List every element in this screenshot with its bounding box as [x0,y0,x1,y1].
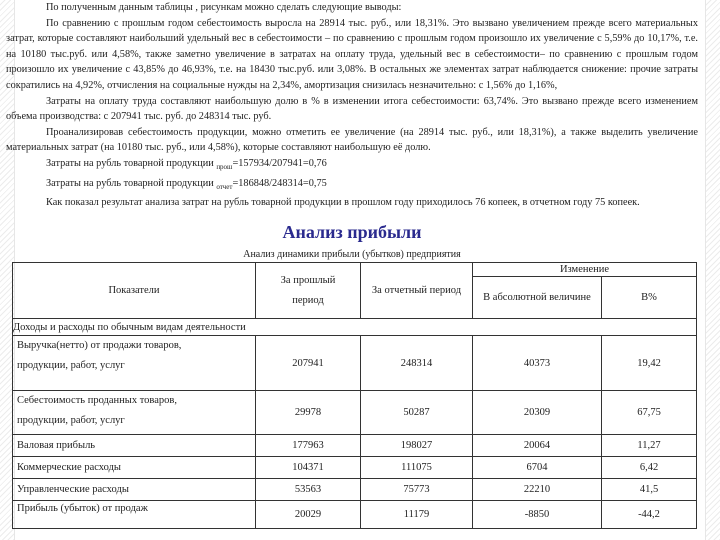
formula-current-value: =186848/248314=0,75 [232,177,327,189]
formula-prev-sub: прош [216,162,233,171]
paragraph-intro: По полученным данным таблицы , рисункам можно сделать следующие выводы: [46,2,402,13]
cell-current: 248314 [361,336,473,391]
cell-pct: 67,75 [602,391,697,435]
cell-abs: 20309 [473,391,602,435]
table-row [13,336,697,391]
formula-current-text: Затраты на рубль товарной продукции [46,177,217,189]
header-prev-period [256,263,361,319]
table-header-row-1 [13,263,697,277]
cell-pct: 41,5 [602,479,697,501]
cell-current: 50287 [361,391,473,435]
paragraph-cost-growth: По сравнению с прошлым годом себестоимость выросла на 28914 тыс. руб., или 18,31%. Это вызвано увеличением прежде всего материальных затрат, которые составляют наибольший удельный вес в себестоимости – по сравнению с прошлым годом произошло их увеличение с 5,59% до 10,17%, т.е. на 10180 тыс.руб. или 4,58%, также заметно увеличение в затратах на оплату труда, удельный вес в себестоимости– по сравнению с прошлым годом произошло их увеличение с 43,85% до 46,93%, т.е. на 18430 тыс.руб. или 3,08%. В остальных же элементах затрат наблюдается снижение: прочие затраты сократились на 4,92%, отчисления на социальные нужды на 2,34%, амортизация снизилась незначительно: с 1,56% до 1,16%, [6,17,698,91]
formula-prev-text: Затраты на рубль товарной продукции [46,157,217,169]
profit-table [12,262,697,529]
row-label: Валовая прибыль [13,435,256,457]
row-label [13,391,256,435]
cell-current: 198027 [361,435,473,457]
cell-abs: 22210 [473,479,602,501]
cell-prev: 104371 [256,457,361,479]
formula-prev [6,156,698,176]
cell-prev: 29978 [256,391,361,435]
header-absolute: В абсолютной величине [473,277,602,319]
cell-abs: 40373 [473,336,602,391]
table-row [13,501,697,529]
cell-current: 11179 [361,501,473,529]
header-current-period: За отчетный период [361,263,473,319]
header-change: Изменение [473,263,697,277]
table-row [13,391,697,435]
table-caption: Анализ динамики прибыли (убытков) предприятия [243,249,461,260]
paragraph-labor-share: Затраты на оплату труда составляют наибольшую долю в % в изменении итога себестоимости: 63,74%. Это вызвано прежде всего изменением объема производства: с 207941 тыс. руб. до 248314 тыс. руб. [6,95,698,123]
header-prev-line1: За прошлый [280,274,336,286]
document-page [6,0,698,520]
header-indicators: Показатели [13,263,256,319]
row-label-line1: Выручка(нетто) от продажи товаров, [17,340,182,351]
cell-pct: 6,42 [602,457,697,479]
cell-current: 75773 [361,479,473,501]
row-label: Управленческие расходы [13,479,256,501]
cell-pct: 19,42 [602,336,697,391]
formula-current [6,176,698,196]
row-label: Прибыль (убыток) от продаж [13,501,256,529]
cell-abs: 6704 [473,457,602,479]
paragraph-analysis: Проанализировав себестоимость продукции, можно отметить ее увеличение (на 28914 тыс. руб., или 18,31%), а также выделить увеличение материальных затрат (на 10180 тыс. руб., или 4,58%), которые составляют наибольшую её долю. [6,126,698,154]
row-label-line2: продукции, работ, услуг [17,360,125,371]
row-label-line1: Себестоимость проданных товаров, [17,395,177,406]
table-group-row [13,319,697,336]
group-label: Доходы и расходы по обычным видам деятельности [13,319,697,336]
table-row [13,457,697,479]
row-label [13,336,256,391]
cell-prev: 20029 [256,501,361,529]
formula-prev-value: =157934/207941=0,76 [232,157,327,169]
cell-current: 111075 [361,457,473,479]
cell-pct: 11,27 [602,435,697,457]
paragraph-conclusion: Как показал результат анализа затрат на рубль товарной продукции в прошлом году приходилось 76 копеек, в отчетном году 75 копеек. [46,197,640,209]
cell-abs: -8850 [473,501,602,529]
header-prev-line2: период [292,294,324,306]
cell-abs: 20064 [473,435,602,457]
section-title: Анализ прибыли [282,222,422,242]
cell-prev: 207941 [256,336,361,391]
table-row [13,479,697,501]
cell-prev: 177963 [256,435,361,457]
cell-prev: 53563 [256,479,361,501]
formula-current-sub: отчет [216,182,233,191]
row-label: Коммерческие расходы [13,457,256,479]
row-label-line2: продукции, работ, услуг [17,415,125,426]
right-margin-band [705,0,720,540]
header-percent: В% [602,277,697,319]
cell-pct: -44,2 [602,501,697,529]
table-row [13,435,697,457]
